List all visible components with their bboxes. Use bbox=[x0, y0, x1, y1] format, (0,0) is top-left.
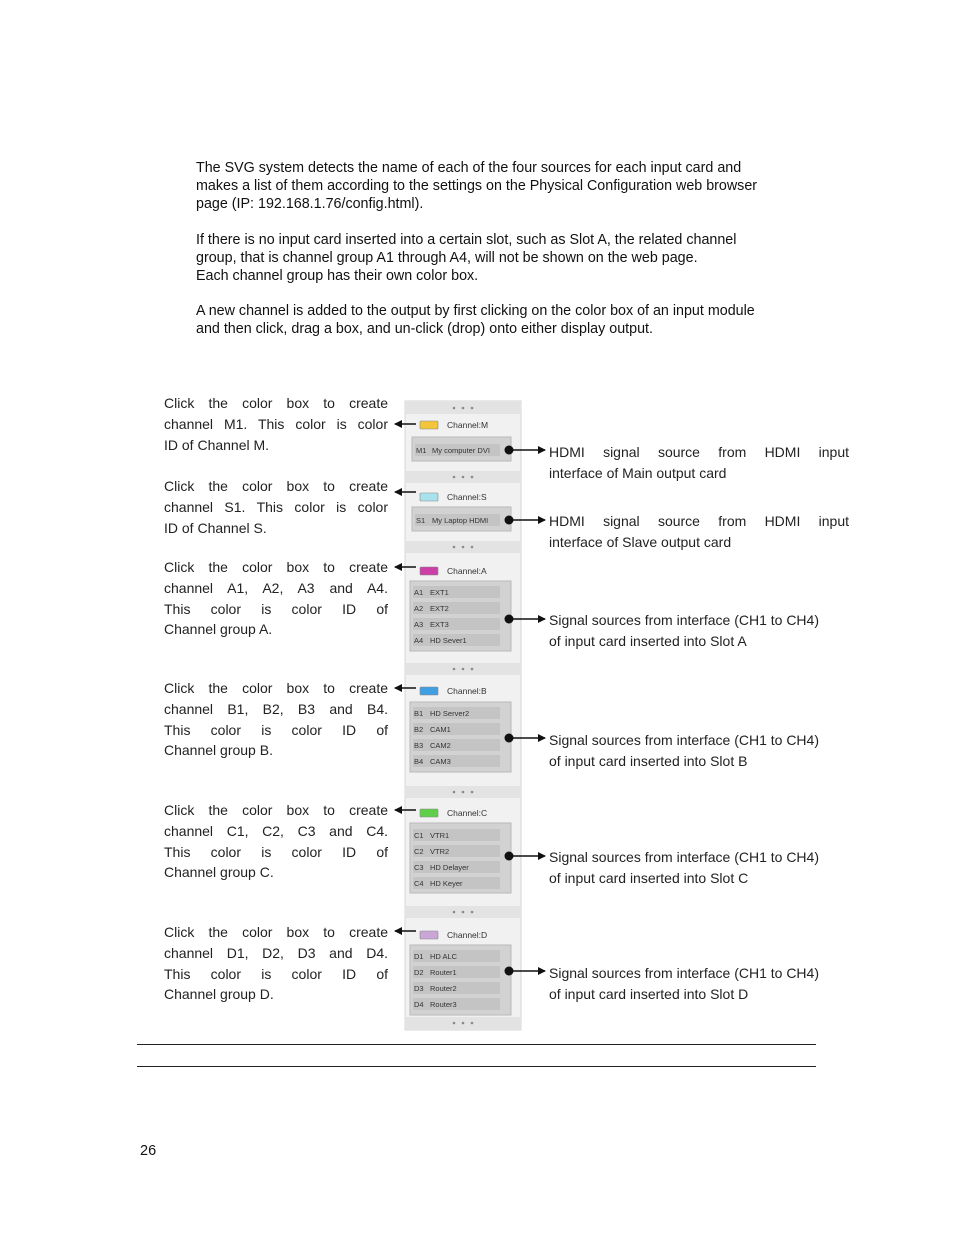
description-line: interface of Main output card bbox=[549, 464, 727, 481]
handle-dot bbox=[471, 476, 474, 479]
annotation-line: ID of Channel S. bbox=[164, 519, 267, 536]
handle-dot bbox=[453, 407, 456, 410]
source-id: C3 bbox=[414, 863, 424, 872]
source-id: B4 bbox=[414, 757, 424, 766]
source-row bbox=[413, 723, 500, 735]
handle-dot bbox=[471, 546, 474, 549]
channel-group-title: Channel:C bbox=[447, 808, 488, 818]
source-name: HD Keyer bbox=[430, 879, 463, 888]
description-line: of input card inserted into Slot D bbox=[549, 985, 749, 1002]
source-id: D2 bbox=[414, 968, 424, 977]
handle-dot bbox=[471, 911, 474, 914]
annotation-line: Click the color box to create bbox=[164, 924, 388, 940]
handle-dot bbox=[453, 791, 456, 794]
channel-group-title: Channel:M bbox=[447, 420, 489, 430]
handle-dot bbox=[471, 407, 474, 410]
description-line: HDMI signal source from HDMI input bbox=[549, 444, 849, 460]
description-line: Signal sources from interface (CH1 to CH4) bbox=[549, 732, 819, 748]
source-id: A2 bbox=[414, 604, 424, 613]
color-box bbox=[420, 567, 438, 575]
description-line: of input card inserted into Slot B bbox=[549, 752, 748, 769]
intro-line: group, that is channel group A1 through A4, will not be shown on the web page. bbox=[196, 249, 698, 266]
description-line: of input card inserted into Slot A bbox=[549, 632, 747, 649]
handle-dot bbox=[453, 1022, 456, 1025]
description-line: interface of Slave output card bbox=[549, 533, 732, 550]
intro-line: Each channel group has their own color box. bbox=[196, 267, 479, 284]
annotation-line: Click the color box to create bbox=[164, 559, 388, 575]
handle-dot bbox=[453, 476, 456, 479]
source-row bbox=[413, 618, 500, 630]
handle-dot bbox=[453, 546, 456, 549]
annotation-line: Click the color box to create bbox=[164, 395, 388, 411]
handle-dot bbox=[462, 791, 465, 794]
channel-group-title: Channel:D bbox=[447, 930, 488, 940]
source-name: HD Sever1 bbox=[430, 636, 467, 645]
handle-dot bbox=[453, 911, 456, 914]
description-line: Signal sources from interface (CH1 to CH4) bbox=[549, 612, 819, 628]
color-box bbox=[420, 421, 438, 429]
color-box bbox=[420, 493, 438, 501]
handle-dot bbox=[471, 668, 474, 671]
intro-line: page (IP: 192.168.1.76/config.html). bbox=[196, 195, 424, 212]
intro-line: A new channel is added to the output by first clicking on the color box of an input module bbox=[196, 303, 755, 319]
annotation-line: channel D1, D2, D3 and D4. bbox=[164, 944, 388, 961]
annotation-line: This color is color ID of bbox=[164, 843, 388, 860]
handle-dot bbox=[471, 791, 474, 794]
annotation-line: This color is color ID of bbox=[164, 721, 388, 738]
color-box bbox=[420, 809, 438, 817]
description-line: HDMI signal source from HDMI input bbox=[549, 513, 849, 529]
annotation-line: channel A1, A2, A3 and A4. bbox=[164, 579, 388, 596]
intro-line: The SVG system detects the name of each of the four sources for each input card and bbox=[196, 160, 742, 176]
source-id: D4 bbox=[414, 1000, 424, 1009]
source-name: Router1 bbox=[430, 968, 457, 977]
annotation-line: Channel group D. bbox=[164, 986, 274, 1003]
handle-dot bbox=[462, 911, 465, 914]
source-name: HD Server2 bbox=[430, 709, 470, 718]
handle-dot bbox=[462, 407, 465, 410]
handle-dot bbox=[471, 1022, 474, 1025]
source-id: C1 bbox=[414, 831, 424, 840]
annotation-line: channel B1, B2, B3 and B4. bbox=[164, 700, 388, 717]
channel-group-title: Channel:A bbox=[447, 566, 487, 576]
source-row bbox=[413, 586, 500, 598]
source-id: C2 bbox=[414, 847, 424, 856]
source-id: D3 bbox=[414, 984, 424, 993]
handle-dot bbox=[462, 1022, 465, 1025]
source-name: EXT3 bbox=[430, 620, 449, 629]
annotation-line: Click the color box to create bbox=[164, 802, 388, 818]
color-box bbox=[420, 931, 438, 939]
handle-dot bbox=[462, 668, 465, 671]
channel-group-title: Channel:S bbox=[447, 492, 487, 502]
source-name: EXT1 bbox=[430, 588, 449, 597]
annotation-line: channel M1. This color is color bbox=[164, 415, 388, 432]
annotation-line: Channel group A. bbox=[164, 621, 273, 638]
source-row bbox=[413, 602, 500, 614]
source-name: VTR1 bbox=[430, 831, 450, 840]
source-name: EXT2 bbox=[430, 604, 449, 613]
source-row bbox=[413, 829, 500, 841]
channel-group-title: Channel:B bbox=[447, 686, 487, 696]
footer-rule-bottom bbox=[137, 1066, 816, 1067]
annotation-line: Channel group C. bbox=[164, 864, 274, 881]
source-id: C4 bbox=[414, 879, 424, 888]
page-number: 26 bbox=[140, 1143, 157, 1159]
annotation-line: Channel group B. bbox=[164, 742, 273, 759]
source-row bbox=[413, 845, 500, 857]
source-name: HD Delayer bbox=[430, 863, 469, 872]
description-line: Signal sources from interface (CH1 to CH4) bbox=[549, 965, 819, 981]
annotation-line: This color is color ID of bbox=[164, 965, 388, 982]
annotation-line: channel C1, C2, C3 and C4. bbox=[164, 822, 388, 839]
handle-dot bbox=[453, 668, 456, 671]
source-name: CAM1 bbox=[430, 725, 451, 734]
source-id: S1 bbox=[416, 516, 426, 525]
intro-line: If there is no input card inserted into a certain slot, such as Slot A, the related channel bbox=[196, 232, 737, 248]
description-line: of input card inserted into Slot C bbox=[549, 869, 749, 886]
annotation-line: Click the color box to create bbox=[164, 680, 388, 696]
intro-line: and then click, drag a box, and un-click (drop) onto either display output. bbox=[196, 320, 653, 337]
source-id: A3 bbox=[414, 620, 424, 629]
annotation-line: channel S1. This color is color bbox=[164, 498, 388, 515]
source-id: M1 bbox=[416, 446, 427, 455]
source-id: B2 bbox=[414, 725, 424, 734]
description-line: Signal sources from interface (CH1 to CH4) bbox=[549, 849, 819, 865]
source-id: D1 bbox=[414, 952, 424, 961]
source-row bbox=[413, 755, 500, 767]
footer-rule-top bbox=[137, 1044, 816, 1045]
source-id: A4 bbox=[414, 636, 424, 645]
source-id: A1 bbox=[414, 588, 424, 597]
source-name: VTR2 bbox=[430, 847, 450, 856]
annotation-line: Click the color box to create bbox=[164, 478, 388, 494]
source-id: B3 bbox=[414, 741, 424, 750]
source-id: B1 bbox=[414, 709, 424, 718]
handle-dot bbox=[462, 546, 465, 549]
annotation-line: This color is color ID of bbox=[164, 600, 388, 617]
source-row bbox=[413, 739, 500, 751]
source-name: My computer DVI bbox=[432, 446, 490, 455]
source-name: My Laptop HDMI bbox=[432, 516, 489, 525]
source-name: Router2 bbox=[430, 984, 457, 993]
source-name: Router3 bbox=[430, 1000, 457, 1009]
source-name: CAM3 bbox=[430, 757, 451, 766]
source-name: CAM2 bbox=[430, 741, 451, 750]
source-name: HD ALC bbox=[430, 952, 458, 961]
color-box bbox=[420, 687, 438, 695]
handle-dot bbox=[462, 476, 465, 479]
annotation-line: ID of Channel M. bbox=[164, 436, 270, 453]
intro-line: makes a list of them according to the settings on the Physical Configuration web browser bbox=[196, 177, 758, 194]
